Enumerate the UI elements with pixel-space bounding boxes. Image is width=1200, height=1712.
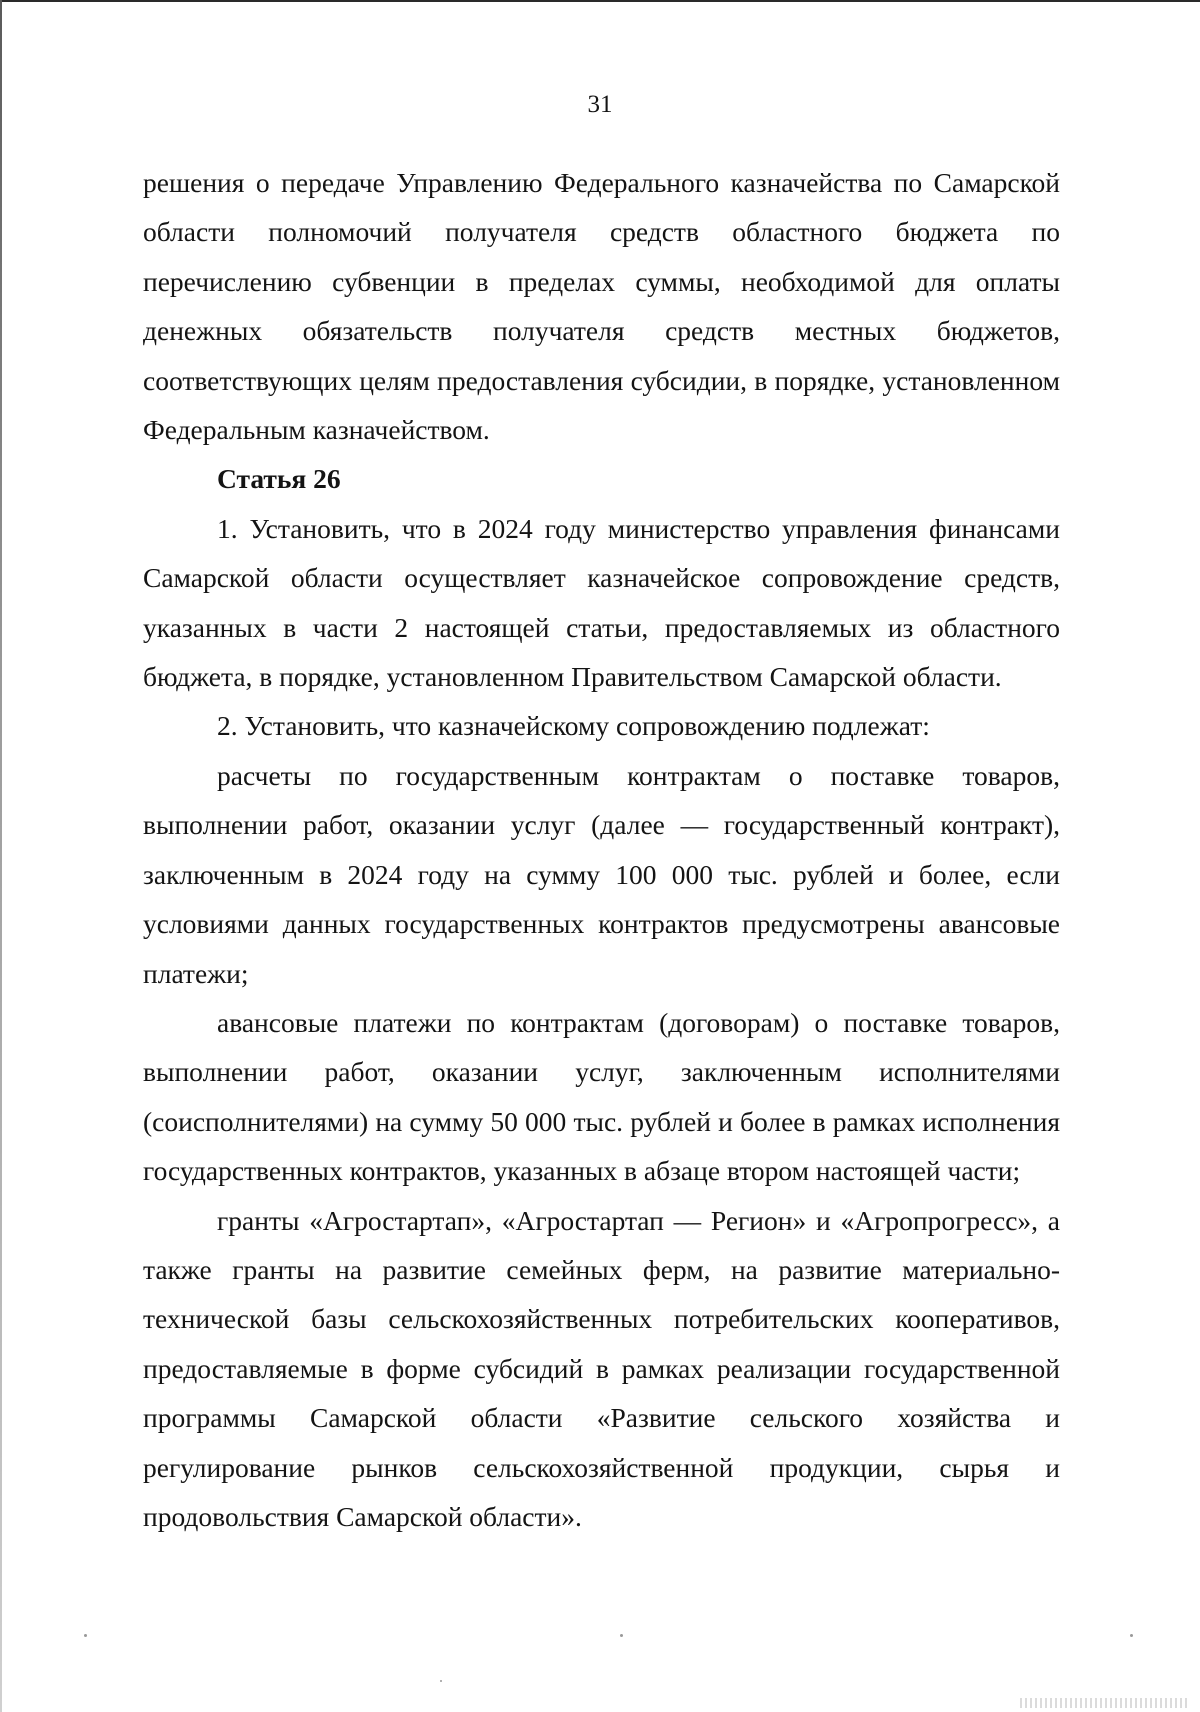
paragraph-part-2: 2. Установить, что казначейскому сопровождению подлежат:: [217, 710, 930, 742]
scan-noise: [1020, 1698, 1190, 1708]
scan-speck: [1130, 1634, 1133, 1637]
scan-left-edge: [0, 0, 2, 1712]
scan-speck: [84, 1634, 87, 1637]
paragraph-advance-payments: авансовые платежи по контрактам (договорам) о поставке товаров, выполнении работ, оказании услуг, заключенным исполнителями (соисполнителями) на сумму 50 000 тыс. рублей и более в рамках исполнения государственных контрактов, указанных в абзаце втором настоящей части;: [143, 1006, 1060, 1187]
article-heading: Статья 26: [217, 463, 341, 495]
paragraph-grants: гранты «Агростартап», «Агростартап — Регион» и «Агропрогресс», а также гранты на развитие семейных ферм, на развитие материально-технической базы сельскохозяйственных потребительских кооперативов, предоставляемые в форме субсидий в рамках реализации государственной программы Самарской области «Развитие сельского хозяйства и регулирование рынков сельскохозяйственной продукции, сырья и продовольствия Самарской области».: [143, 1204, 1060, 1532]
scan-top-edge: [0, 0, 1200, 2]
document-body: [143, 158, 1060, 1541]
paragraph-part-1: 1. Установить, что в 2024 году министерство управления финансами Самарской области осуществляет казначейское сопровождение средств, указанных в части 2 настоящей статьи, предоставляемых из областного бюджета, в порядке, установленном Правительством Самарской области.: [143, 512, 1060, 693]
paragraph-continuation: решения о передаче Управлению Федерального казначейства по Самарской области полномочий получателя средств областного бюджета по перечислению субвенции в пределах суммы, необходимой для оплаты денежных обязательств получателя средств местных бюджетов, соответствующих целям предоставления субсидии, в порядке, установленном Федеральным казначейством.: [143, 167, 1060, 446]
page-number: 31: [587, 91, 613, 118]
scan-speck: [440, 1680, 442, 1682]
scan-speck: [620, 1634, 623, 1637]
paragraph-contracts: расчеты по государственным контрактам о поставке товаров, выполнении работ, оказании услуг (далее — государственный контракт), заключенным в 2024 году на сумму 100 000 тыс. рублей и более, если условиями данных государственных контрактов предусмотрены авансовые платежи;: [143, 759, 1060, 989]
